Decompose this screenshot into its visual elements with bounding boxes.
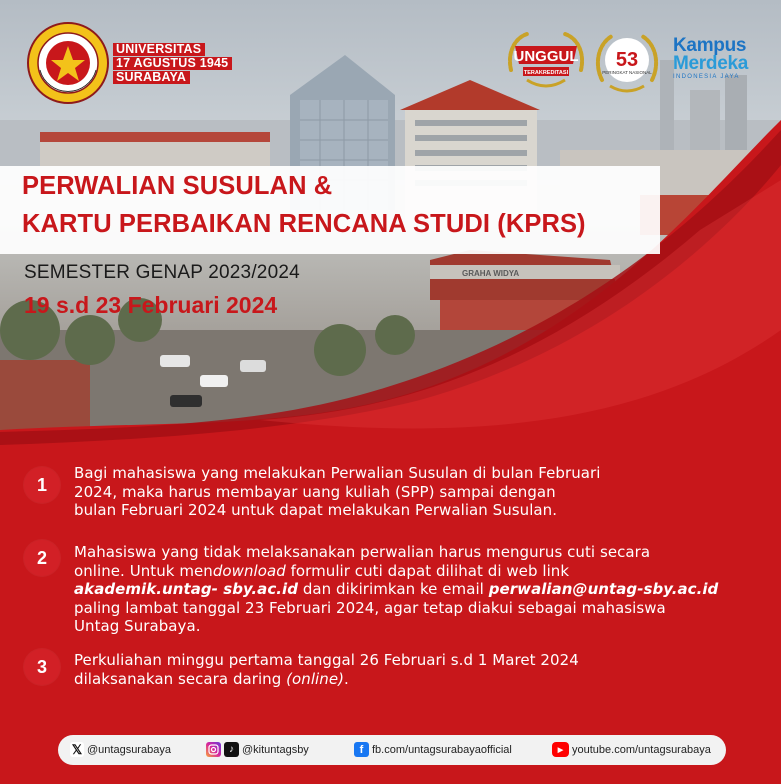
item-text-segment: dilaksanakan secara daring bbox=[74, 669, 287, 688]
facebook-handle: fb.com/untagsurabayaofficial bbox=[372, 743, 512, 756]
item-text-line: bulan Februari 2024 untuk dapat melakukan Perwalian Susulan. bbox=[74, 501, 558, 519]
social-x[interactable] bbox=[70, 742, 171, 757]
item-text-segment: formulir cuti dapat dilihat di web link bbox=[285, 561, 570, 580]
instagram-icon bbox=[206, 742, 221, 757]
item-text-line bbox=[74, 562, 764, 581]
item-text-segment: online. Untuk men bbox=[74, 561, 213, 580]
university-name-line: UNIVERSITAS bbox=[113, 43, 205, 56]
university-name-line: 17 AGUSTUS 1945 bbox=[113, 57, 232, 70]
semester-label: SEMESTER GENAP 2023/2024 bbox=[24, 262, 300, 283]
indonesia-jaya-text: INDONESIA JAYA bbox=[673, 74, 740, 80]
item-number: 1 bbox=[24, 467, 60, 503]
item-number: 3 bbox=[24, 649, 60, 685]
item-text-line bbox=[74, 580, 764, 599]
social-youtube[interactable] bbox=[552, 742, 711, 757]
instagram-tiktok-handle: @kituntagsby bbox=[242, 743, 309, 756]
item-text bbox=[74, 543, 764, 636]
university-name bbox=[113, 43, 232, 85]
youtube-icon: ▶ bbox=[552, 742, 569, 757]
kampus-text: Kampus bbox=[673, 35, 747, 56]
item-text-line bbox=[74, 670, 764, 689]
ranking-badge bbox=[592, 28, 662, 98]
item-text-line: Perkuliahan minggu pertama tanggal 26 Februari s.d 1 Maret 2024 bbox=[74, 651, 579, 669]
item-text-segment: . bbox=[344, 669, 349, 688]
youtube-handle: youtube.com/untagsurabaya bbox=[572, 743, 711, 756]
social-facebook[interactable] bbox=[354, 742, 512, 757]
item-text-line: Mahasiswa yang tidak melaksanakan perwalian harus mengurus cuti secara bbox=[74, 543, 651, 561]
x-icon: 𝕏 bbox=[71, 741, 83, 757]
item-text bbox=[74, 651, 764, 688]
unggul-sub-text: TERAKREDITASI bbox=[523, 70, 569, 76]
email-link[interactable]: perwalian@untag-sby.ac.id bbox=[488, 580, 719, 598]
tiktok-icon: ♪ bbox=[224, 742, 239, 757]
merdeka-text: Merdeka bbox=[673, 53, 748, 74]
date-range: 19 s.d 23 Februari 2024 bbox=[24, 292, 278, 318]
academic-web-link[interactable]: akademik.untag- sby.ac.id bbox=[74, 580, 299, 598]
unggul-text: UNGGUL bbox=[513, 48, 579, 65]
item-text-line: 2024, maka harus membayar uang kuliah (SPP) sampai dengan bbox=[74, 482, 556, 501]
x-handle: @untagsurabaya bbox=[87, 743, 171, 756]
ranking-sub-text: PERINGKAT NASIONAL bbox=[602, 70, 652, 75]
title-line-2: KARTU PERBAIKAN RENCANA STUDI (KPRS) bbox=[22, 210, 586, 238]
social-instagram-tiktok[interactable] bbox=[206, 742, 309, 757]
item-text bbox=[74, 464, 764, 520]
university-logo bbox=[27, 22, 109, 104]
graha-widya-sign: GRAHA WIDYA bbox=[462, 269, 520, 278]
item-text-line: Bagi mahasiswa yang melakukan Perwalian Susulan di bulan Februari bbox=[74, 464, 601, 482]
unggul-accreditation-badge bbox=[505, 30, 587, 96]
item-text-italic: download bbox=[212, 561, 286, 580]
social-footer bbox=[58, 735, 726, 765]
title-line-1: PERWALIAN SUSULAN & bbox=[22, 172, 333, 200]
item-text-line: paling lambat tanggal 23 Februari 2024, agar tetap diakui sebagai mahasiswa bbox=[74, 598, 666, 617]
kampus-merdeka-logo bbox=[673, 37, 759, 81]
item-text-line: Untag Surabaya. bbox=[74, 617, 201, 635]
item-text-italic: (online) bbox=[286, 669, 344, 688]
item-number: 2 bbox=[24, 540, 60, 576]
item-text-segment: dan dikirimkan ke email bbox=[298, 580, 489, 598]
ranking-number: 53 bbox=[615, 49, 639, 71]
university-name-line: SURABAYA bbox=[113, 71, 190, 84]
facebook-icon: f bbox=[354, 742, 369, 757]
